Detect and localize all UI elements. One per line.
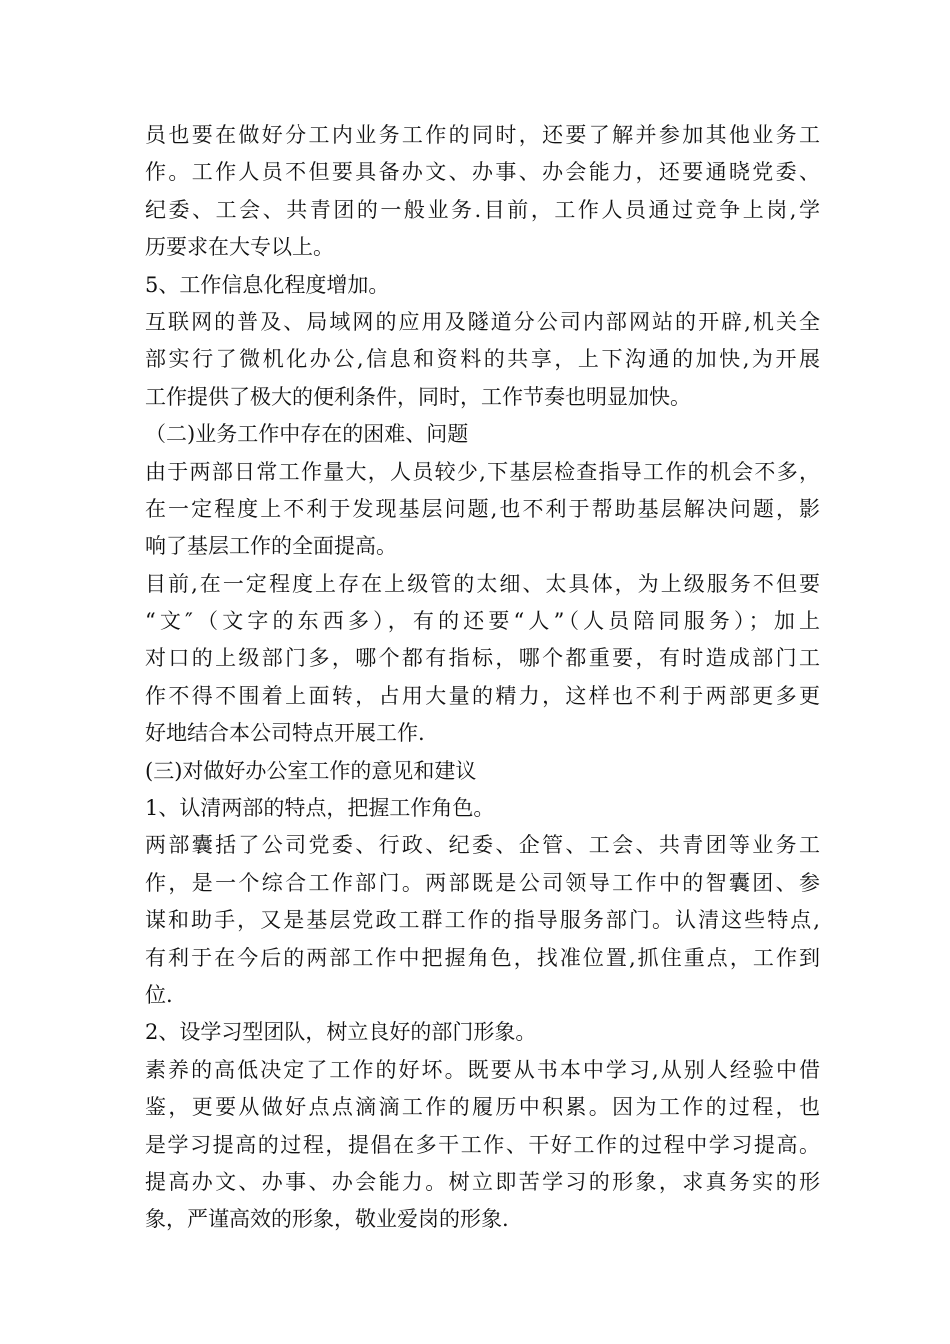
text-line: 作不得不围着上面转，占用大量的精力，这样也不利于两部更多更 [145, 683, 820, 708]
text-line: 1、认清两部的特点，把握工作角色。 [145, 796, 495, 821]
text-line: 响了基层工作的全面提高。 [145, 534, 397, 559]
text-line: 纪委、工会、共青团的一般业务.目前，工作人员通过竞争上岗,学 [145, 197, 820, 222]
text-line: （二)业务工作中存在的困难、问题 [145, 422, 469, 447]
text-line: 作。工作人员不但要具备办文、办事、办会能力，还要通晓党委、 [145, 160, 820, 185]
text-line: 作，是一个综合工作部门。两部既是公司领导工作中的智囊团、参 [145, 870, 820, 895]
text-line: 位. [145, 982, 173, 1007]
text-line: 对口的上级部门多，哪个都有指标，哪个都重要，有时造成部门工 [145, 646, 820, 671]
text-line: 谋和助手，又是基层党政工群工作的指导服务部门。认清这些特点, [145, 908, 820, 933]
text-line: 5、工作信息化程度增加。 [145, 272, 390, 297]
text-line: 由于两部日常工作量大，人员较少,下基层检查指导工作的机会不多， [145, 459, 820, 484]
text-line: 工作提供了极大的便利条件，同时，工作节奏也明显加快。 [145, 384, 691, 409]
text-line: 部实行了微机化办公,信息和资料的共享，上下沟通的加快,为开展 [145, 347, 820, 372]
text-line: 两部囊括了公司党委、行政、纪委、企管、工会、共青团等业务工 [145, 833, 820, 858]
text-line: “文″（文字的东西多），有的还要“人”（人员陪同服务）；加上 [145, 609, 820, 634]
text-line: 提高办文、办事、办会能力。树立即苦学习的形象，求真务实的形 [145, 1169, 820, 1194]
text-line: 有利于在今后的两部工作中把握角色，找准位置,抓住重点，工作到 [145, 945, 820, 970]
text-line: 员也要在做好分工内业务工作的同时，还要了解并参加其他业务工 [145, 123, 820, 147]
document-body [145, 117, 820, 1239]
text-line: 象，严谨高效的形象，敬业爱岗的形象. [145, 1207, 509, 1232]
text-line: (三)对做好办公室工作的意见和建议 [145, 758, 477, 783]
text-line: 历要求在大专以上。 [145, 235, 334, 260]
text-line: 好地结合本公司特点开展工作. [145, 721, 425, 746]
text-line: 素养的高低决定了工作的好坏。既要从书本中学习,从别人经验中借 [145, 1057, 820, 1082]
text-line: 在一定程度上不利于发现基层问题,也不利于帮助基层解决问题，影 [145, 496, 820, 521]
text-line: 目前,在一定程度上存在上级管的太细、太具体，为上级服务不但要 [145, 571, 820, 596]
text-line: 互联网的普及、局域网的应用及隧道分公司内部网站的开辟,机关全 [145, 309, 820, 334]
text-line: 鉴，更要从做好点点滴滴工作的履历中积累。因为工作的过程，也 [145, 1095, 820, 1120]
text-line: 2、设学习型团队，树立良好的部门形象。 [145, 1020, 537, 1045]
text-line: 是学习提高的过程，提倡在多干工作、干好工作的过程中学习提高。 [145, 1132, 820, 1157]
